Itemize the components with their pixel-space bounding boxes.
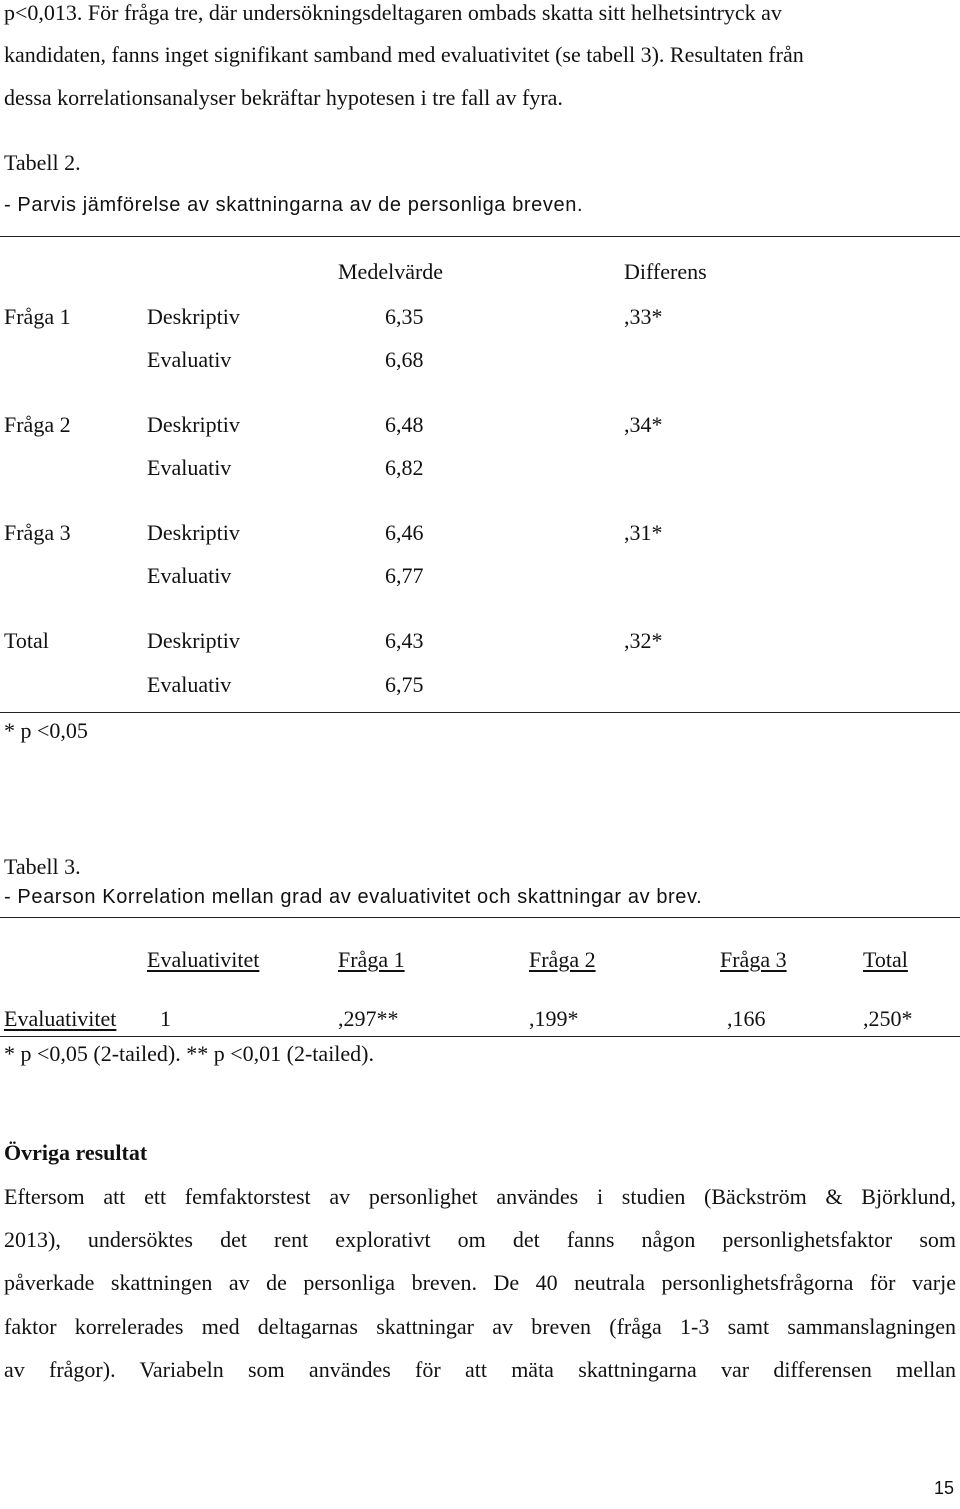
- table3-header: Fråga 1: [338, 947, 405, 972]
- table2-caption: - Parvis jämförelse av skattningarna av de personliga breven.: [4, 194, 584, 216]
- table2-diff-value: ,34*: [624, 412, 663, 437]
- section-line-5: av frågor). Variabeln som användes för att mäta skattningarna var differensen mellan: [4, 1357, 956, 1382]
- table2-header-mean: Medelvärde: [338, 259, 444, 284]
- table2-eval-label: Evaluativ: [147, 455, 232, 480]
- table3-caption: - Pearson Korrelation mellan grad av evaluativitet och skattningar av brev.: [4, 886, 703, 908]
- table2-eval-label: Evaluativ: [147, 347, 232, 372]
- table2-group-name: Fråga 2: [4, 412, 71, 437]
- table2-desc-label: Deskriptiv: [147, 412, 240, 437]
- table2-desc-label: Deskriptiv: [147, 628, 240, 653]
- table2-group-name: Total: [4, 628, 49, 653]
- table3-bottom-rule: [0, 1036, 960, 1037]
- intro-line-3: dessa korrelationsanalyser bekräftar hypotesen i tre fall av fyra.: [4, 85, 563, 110]
- section-line-2: 2013), undersöktes det rent explorativt om det fanns någon personlighetsfaktor som: [4, 1227, 956, 1252]
- table2-diff-value: ,31*: [624, 520, 663, 545]
- table2-label: Tabell 2.: [4, 150, 81, 175]
- table3-top-rule: [0, 917, 960, 918]
- table2-diff-value: ,32*: [624, 628, 663, 653]
- table3-header: Evaluativitet: [147, 947, 260, 972]
- table3-cell: ,166: [727, 1006, 766, 1031]
- table3-row-label: Evaluativitet: [4, 1006, 117, 1031]
- table2-desc-value: 6,46: [385, 520, 424, 545]
- table2-desc-label: Deskriptiv: [147, 520, 240, 545]
- section-heading: Övriga resultat: [4, 1140, 148, 1165]
- table2-desc-value: 6,35: [385, 304, 424, 329]
- table2-desc-value: 6,48: [385, 412, 424, 437]
- table3-label: Tabell 3.: [4, 854, 81, 879]
- table2-eval-value: 6,68: [385, 347, 424, 372]
- table2-eval-value: 6,75: [385, 672, 424, 697]
- page-number: 15: [933, 1478, 954, 1498]
- section-line-1: Eftersom att ett femfaktorstest av personlighet användes i studien (Bäckström & Björklund,: [4, 1184, 956, 1209]
- section-line-3: påverkade skattningen av de personliga breven. De 40 neutrala personlighetsfrågorna för varje: [4, 1270, 956, 1295]
- table3-header: Fråga 2: [529, 947, 596, 972]
- intro-line-2: kandidaten, fanns inget signifikant samband med evaluativitet (se tabell 3). Resultaten från: [4, 42, 804, 67]
- table3-header: Fråga 3: [720, 947, 787, 972]
- table2-top-rule: [0, 236, 960, 237]
- table2-group-name: Fråga 1: [4, 304, 71, 329]
- table3-cell: ,250*: [863, 1006, 913, 1031]
- table2-header-diff: Differens: [624, 259, 707, 284]
- table2-bottom-rule: [0, 712, 960, 713]
- table2-diff-value: ,33*: [624, 304, 663, 329]
- table2-eval-value: 6,82: [385, 455, 424, 480]
- table3-header: Total: [863, 947, 908, 972]
- intro-line-1: p<0,013. För fråga tre, där undersökningsdeltagaren ombads skatta sitt helhetsintryck av: [4, 0, 782, 25]
- table2-eval-value: 6,77: [385, 563, 424, 588]
- table3-cell: 1: [160, 1006, 171, 1031]
- table2-eval-label: Evaluativ: [147, 672, 232, 697]
- table2-note: * p <0,05: [4, 718, 88, 743]
- table3-cell: ,199*: [529, 1006, 579, 1031]
- table2-eval-label: Evaluativ: [147, 563, 232, 588]
- section-line-4: faktor korrelerades med deltagarnas skattningar av breven (fråga 1-3 samt sammanslagningen: [4, 1314, 956, 1339]
- table3-note: * p <0,05 (2-tailed). ** p <0,01 (2-tailed).: [4, 1041, 375, 1066]
- table3-cell: ,297**: [338, 1006, 399, 1031]
- table2-group-name: Fråga 3: [4, 520, 71, 545]
- table2-desc-value: 6,43: [385, 628, 424, 653]
- table2-desc-label: Deskriptiv: [147, 304, 240, 329]
